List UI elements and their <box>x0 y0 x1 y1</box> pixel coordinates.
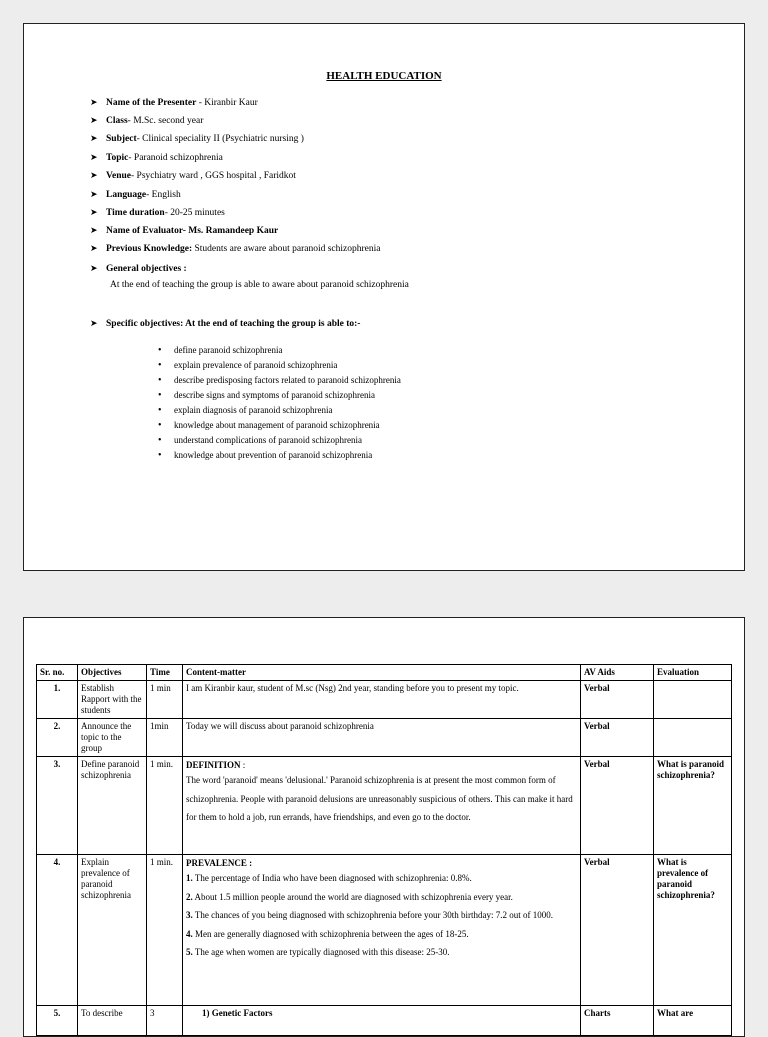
bullet-dot-icon: • <box>158 375 162 386</box>
prevalence-point: 5. The age when women are typically diagnosed with this disease: 25-30. <box>186 947 450 957</box>
detail-general-objectives: ➤ General objectives : <box>90 263 187 274</box>
evaluation-cell: What is prevalence of paranoid schizophrenia? <box>654 855 732 1006</box>
bullet-dot-icon: • <box>158 450 162 461</box>
definition-text: The word 'paranoid' means 'delusional.' Paranoid schizophrenia is at present the most common form of schizophrenia. People with paranoid delusions are unreasonably suspicious of others. This can make it hard for them to hold a job, run errands, have friendships, and even go to the doctor. <box>186 775 573 822</box>
av-cell: Verbal <box>581 719 654 757</box>
arrow-bullet-icon: ➤ <box>90 133 98 143</box>
time-cell: 1 min. <box>147 855 183 1006</box>
content-cell <box>183 855 581 1006</box>
table-row <box>37 719 732 757</box>
detail-class: ➤ Class- M.Sc. second year <box>90 115 204 126</box>
prevalence-heading: PREVALENCE : <box>186 858 253 868</box>
time-cell: 3 <box>147 1006 183 1036</box>
content-cell: DEFINITION : The word 'paranoid' means 'delusional.' Paranoid schizophrenia is at present the most common form of schizophrenia. People with paranoid delusions are unreasonably suspicious of others. This can make it hard for them to hold a job, run errands, have friendships, and even go to the doctor. <box>183 757 581 855</box>
detail-language: ➤ Language- English <box>90 189 181 200</box>
sr-cell: 2. <box>37 719 78 757</box>
content-cell: I am Kiranbir kaur, student of M.sc (Nsg) 2nd year, standing before you to present my topic. <box>183 681 581 719</box>
prevalence-point: 1. The percentage of India who have been diagnosed with schizophrenia: 0.8%. <box>186 873 472 883</box>
content-cell: Today we will discuss about paranoid schizophrenia <box>183 719 581 757</box>
sr-cell: 3. <box>37 757 78 855</box>
arrow-bullet-icon: ➤ <box>90 170 98 180</box>
av-cell: Charts <box>581 1006 654 1036</box>
lesson-plan-table <box>36 664 732 1036</box>
detail-topic: ➤ Topic- Paranoid schizophrenia <box>90 152 223 163</box>
detail-previous-knowledge: ➤ Previous Knowledge: Students are aware about paranoid schizophrenia <box>90 243 381 254</box>
bullet-dot-icon: • <box>158 390 162 401</box>
detail-evaluator: ➤ Name of Evaluator- Ms. Ramandeep Kaur <box>90 225 279 236</box>
header-content-matter: Content-matter <box>183 665 581 681</box>
time-cell: 1min <box>147 719 183 757</box>
arrow-bullet-icon: ➤ <box>90 225 98 235</box>
specific-objectives-heading: ➤ Specific objectives: At the end of teaching the group is able to:- <box>90 318 361 329</box>
table-row <box>37 681 732 719</box>
bullet-dot-icon: • <box>158 345 162 356</box>
evaluation-cell: What is paranoid schizophrenia? <box>654 757 732 855</box>
header-objectives: Objectives <box>78 665 147 681</box>
objective-cell: To describe <box>78 1006 147 1036</box>
table-row <box>37 757 732 855</box>
specific-objective-item: • explain diagnosis of paranoid schizophrenia <box>158 405 333 416</box>
specific-objective-item: • understand complications of paranoid schizophrenia <box>158 435 362 446</box>
sr-cell: 1. <box>37 681 78 719</box>
evaluation-cell <box>654 719 732 757</box>
page-1 <box>23 23 745 571</box>
detail-subject: ➤ Subject- Clinical speciality II (Psychiatric nursing ) <box>90 133 304 144</box>
prevalence-point: 2. About 1.5 million people around the world are diagnosed with schizophrenia every year. <box>186 891 513 902</box>
arrow-bullet-icon: ➤ <box>90 189 98 199</box>
detail-time-duration: ➤ Time duration- 20-25 minutes <box>90 207 225 218</box>
arrow-bullet-icon: ➤ <box>90 318 98 328</box>
prevalence-point: 4. Men are generally diagnosed with schizophrenia between the ages of 18-25. <box>186 928 469 939</box>
bullet-dot-icon: • <box>158 435 162 446</box>
detail-venue: ➤ Venue- Psychiatry ward , GGS hospital , Faridkot <box>90 170 296 181</box>
bullet-dot-icon: • <box>158 420 162 431</box>
table-row <box>37 1006 732 1036</box>
specific-objective-item: • knowledge about prevention of paranoid schizophrenia <box>158 450 373 461</box>
objective-cell: Establish Rapport with the students <box>78 681 147 719</box>
content-cell <box>183 1006 581 1036</box>
av-cell: Verbal <box>581 855 654 1006</box>
arrow-bullet-icon: ➤ <box>90 243 98 253</box>
header-evaluation: Evaluation <box>654 665 732 681</box>
page-title: HEALTH EDUCATION <box>326 70 442 82</box>
evaluation-cell: What are <box>654 1006 732 1036</box>
definition-heading: DEFINITION <box>186 760 241 770</box>
header-time: Time <box>147 665 183 681</box>
time-cell: 1 min <box>147 681 183 719</box>
table-row <box>37 855 732 1006</box>
arrow-bullet-icon: ➤ <box>90 115 98 125</box>
av-cell: Verbal <box>581 681 654 719</box>
arrow-bullet-icon: ➤ <box>90 263 98 273</box>
arrow-bullet-icon: ➤ <box>90 97 98 107</box>
header-sr-no: Sr. no. <box>37 665 78 681</box>
sr-cell: 4. <box>37 855 78 1006</box>
objective-cell: Define paranoid schizophrenia <box>78 757 147 855</box>
page-2 <box>23 617 745 1037</box>
header-av-aids: AV Aids <box>581 665 654 681</box>
bullet-dot-icon: • <box>158 405 162 416</box>
specific-objective-item: • knowledge about management of paranoid schizophrenia <box>158 420 380 431</box>
detail-presenter: ➤ Name of the Presenter - Kiranbir Kaur <box>90 97 258 108</box>
av-cell: Verbal <box>581 757 654 855</box>
genetic-factors-subheading: 1) Genetic Factors <box>202 1008 273 1018</box>
sr-cell: 5. <box>37 1006 78 1036</box>
specific-objective-item: • define paranoid schizophrenia <box>158 345 283 356</box>
specific-objective-item: • describe predisposing factors related to paranoid schizophrenia <box>158 375 401 386</box>
prevalence-point: 3. The chances of you being diagnosed with schizophrenia before your 30th birthday: 7.2 out of 1000. <box>186 910 554 920</box>
time-cell: 1 min. <box>147 757 183 855</box>
arrow-bullet-icon: ➤ <box>90 207 98 217</box>
bullet-dot-icon: • <box>158 360 162 371</box>
objective-cell: Explain prevalence of paranoid schizophrenia <box>78 855 147 1006</box>
table-header-row <box>37 665 732 681</box>
specific-objective-item: • describe signs and symptoms of paranoid schizophrenia <box>158 390 375 401</box>
objective-cell: Announce the topic to the group <box>78 719 147 757</box>
arrow-bullet-icon: ➤ <box>90 152 98 162</box>
general-objective-text: At the end of teaching the group is able to aware about paranoid schizophrenia <box>110 280 409 290</box>
specific-objective-item: • explain prevalence of paranoid schizophrenia <box>158 360 338 371</box>
evaluation-cell <box>654 681 732 719</box>
